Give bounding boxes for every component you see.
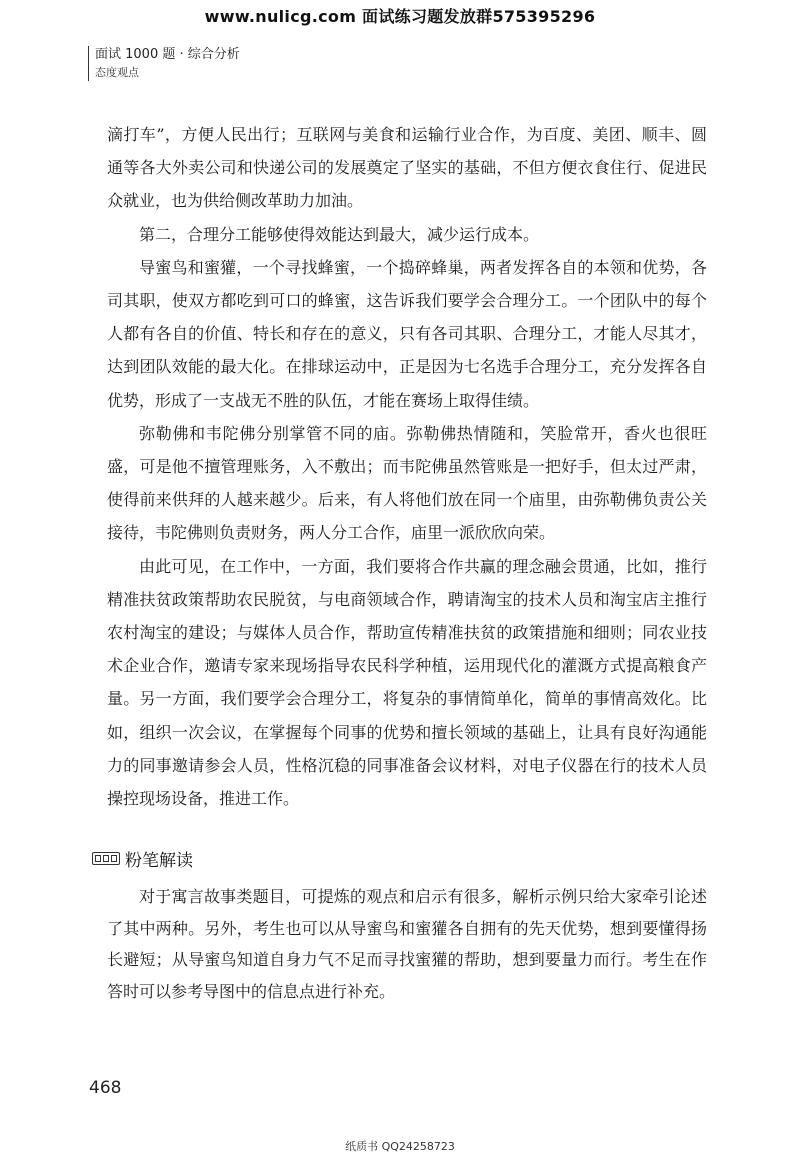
reading-paragraph: 对于寓言故事类题目，可提炼的观点和启示有很多，解析示例只给大家牵引论述了其中两种。另外，考生也可以从导蜜鸟和蜜獾各自拥有的先天优势，想到要懂得扬长避短；从导蜜鸟知道自身力气不足而寻找蜜獾的帮助，想到要量力而行。考生在作答时可以参考导图中的信息点进行补充。	[107, 887, 707, 1001]
footer-text: 纸质书 QQ24258723	[345, 1140, 455, 1153]
body-paragraph: 由此可见，在工作中，一方面，我们要将合作共赢的理念融会贯通，比如，推行精准扶贫政策帮助农民脱贫，与电商领域合作，聘请淘宝的技术人员和淘宝店主推行农村淘宝的建设；与媒体人员合作，帮助宣传精准扶贫的政策措施和细则；同农业技术企业合作，邀请专家来现场指导农民科学种植，运用现代化的灌溉方式提高粮食产量。另一方面，我们要学会合理分工，将复杂的事情简单化，简单的事情高效化。比如，组织一次会议，在掌握每个同事的优势和擅长领域的基础上，让具有良好沟通能力的同事邀请参会人员，性格沉稳的同事准备会议材料，对电子仪器在行的技术人员操控现场设备，推进工作。	[107, 556, 707, 809]
section-heading	[92, 846, 193, 871]
page-number: 468	[89, 1078, 122, 1098]
chapter-title: 态度观点	[95, 66, 139, 79]
reading-body	[107, 881, 707, 1007]
section-marker-icon	[92, 852, 120, 865]
section-title: 粉笔解读	[125, 851, 193, 871]
body-paragraph: 导蜜鸟和蜜獾，一个寻找蜂蜜，一个捣碎蜂巢，两者发挥各自的本领和优势，各司其职，使双方都吃到可口的蜂蜜，这告诉我们要学会合理分工。一个团队中的每个人都有各自的价值、特长和存在的意义，只有各司其职、合理分工，才能人尽其才，达到团队效能的最大化。在排球运动中，正是因为七名选手合理分工，充分发挥各自优势，形成了一支战无不胜的队伍，才能在赛场上取得佳绩。	[107, 257, 707, 410]
running-header	[88, 46, 240, 81]
watermark-text: www.nulicg.com 面试练习题发放群575395296	[204, 7, 596, 26]
body-paragraph: 滴打车”，方便人民出行；互联网与美食和运输行业合作，为百度、美团、顺丰、圆通等各大外卖公司和快递公司的发展奠定了坚实的基础，不但方便衣食住行、促进民众就业，也为供给侧改革助力加油。	[107, 125, 707, 211]
main-body	[107, 118, 707, 815]
body-paragraph: 弥勒佛和韦陀佛分别掌管不同的庙。弥勒佛热情随和，笑脸常开，香火也很旺盛，可是他不擅管理账务，入不敷出；而韦陀佛虽然管账是一把好手，但太过严肃，使得前来供拜的人越来越少。后来，有人将他们放在同一个庙里，由弥勒佛负责公关接待，韦陀佛则负责财务，两人分工合作，庙里一派欣欣向荣。	[107, 423, 707, 543]
book-title: 面试 1000 题 · 综合分析	[95, 47, 240, 62]
body-paragraph: 第二，合理分工能够使得效能达到最大，减少运行成本。	[139, 224, 540, 244]
